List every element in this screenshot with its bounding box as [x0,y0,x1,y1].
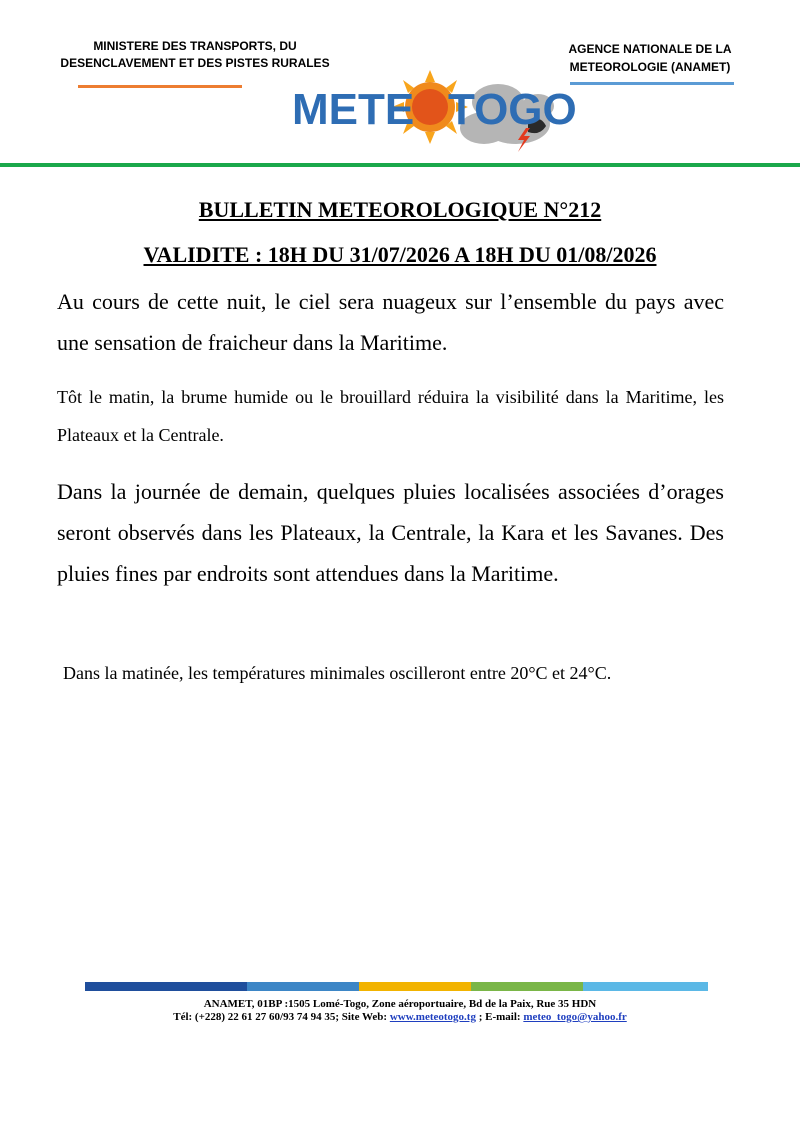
ministry-line-2: DESENCLAVEMENT ET DES PISTES RURALES [60,56,330,70]
agency-underline [570,82,734,85]
header-divider [0,163,800,167]
ministry-line-1: MINISTERE DES TRANSPORTS, DU [93,39,297,53]
meteo-togo-logo [288,66,594,152]
footer-address: ANAMET, 01BP :1505 Lomé-Togo, Zone aéroportuaire, Bd de la Paix, Rue 35 HDN [203,998,597,1010]
forecast-paragraph-day: Dans la journée de demain, quelques pluies localisées associées d’orages seront observés dans les Plateaux, la Centrale, la Kara et les Savanes. Des pluies fines par endroits sont attendues dans la Maritime. [57,479,724,586]
bulletin-title: BULLETIN METEOROLOGIQUE N°212 [198,197,602,222]
footer-bar-segment [85,982,247,991]
footer-phone: Tél: (+228) 22 61 27 60/93 74 94 35; Site Web: [173,1011,390,1023]
ministry-underline [78,85,242,88]
logo-text-meteo: METE [292,85,415,134]
logo-text-togo: TOGO [448,85,577,134]
forecast-paragraph-night: Au cours de cette nuit, le ciel sera nuageux sur l’ensemble du pays avec une sensation de fraicheur dans la Maritime. [57,289,724,355]
footer-contact [0,1011,800,1023]
email-link[interactable]: meteo_togo@yahoo.fr [523,1011,627,1023]
footer-bar-segment [471,982,583,991]
validity-period: VALIDITE : 18H DU 31/07/2026 A 18H DU 01/08/2026 [143,242,657,267]
footer-bar-segment [583,982,708,991]
agency-line-2: METEOROLOGIE (ANAMET) [569,60,731,74]
footer-bar-segment [247,982,359,991]
forecast-paragraph-temperatures: Dans la matinée, les températures minimales oscilleront entre 20°C et 24°C. [63,663,612,683]
agency-line-1: AGENCE NATIONALE DE LA [568,42,732,56]
website-link[interactable]: www.meteotogo.tg [389,1011,476,1023]
forecast-paragraph-morning: Tôt le matin, la brume humide ou le brouillard réduira la visibilité dans la Maritime, les Plateaux et la Centrale. [57,387,724,445]
footer-bar-segment [359,982,471,991]
footer-email-label: ; E-mail: [475,1011,524,1023]
footer-color-bar [85,982,708,991]
